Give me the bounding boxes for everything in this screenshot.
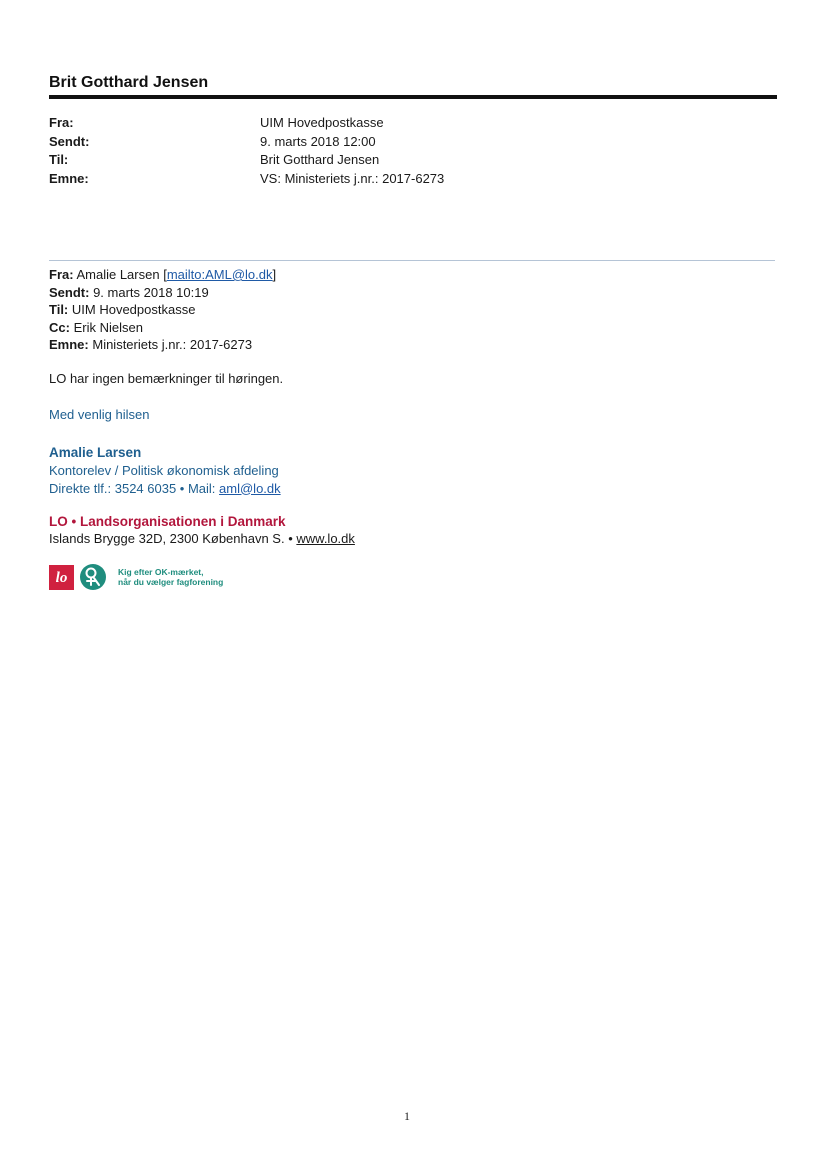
fwd-sent-value: 9. marts 2018 10:19 (93, 284, 209, 300)
fwd-subject-label: Emne: (49, 337, 89, 352)
organization-address (49, 531, 355, 546)
outer-from-label: Fra: (49, 115, 74, 130)
outer-from-value: UIM Hovedpostkasse (260, 115, 384, 130)
fwd-from-label: Fra: (49, 267, 74, 282)
signature-details (49, 462, 281, 497)
message-body: LO har ingen bemærkninger til høringen. (49, 371, 284, 386)
outer-subject-row (49, 170, 444, 189)
fwd-mailto-link[interactable]: mailto:AML@lo.dk (166, 267, 273, 282)
fwd-sent-line (49, 284, 276, 302)
svg-text:lo: lo (55, 569, 68, 586)
signature-title: Kontorelev / Politisk økonomisk afdeling (49, 463, 279, 478)
lo-logo-icon (49, 565, 74, 590)
outer-subject-value: VS: Ministeriets j.nr.: 2017-6273 (260, 170, 445, 186)
page-number: 1 (404, 1109, 410, 1123)
fwd-to-value: UIM Hovedpostkasse (71, 302, 196, 317)
greeting: Med venlig hilsen (49, 407, 150, 422)
outer-to-label: Til: (49, 152, 69, 167)
outer-sent-value: 9. marts 2018 12:00 (260, 133, 376, 149)
logo-row (49, 564, 223, 590)
recipient-name: Brit Gotthard Jensen (49, 74, 209, 91)
outer-to-value: Brit Gotthard Jensen (260, 152, 380, 167)
ok-tagline-line-1: Kig efter OK-mærket, (118, 567, 204, 577)
forward-divider (49, 260, 775, 261)
fwd-subject-line (49, 336, 276, 354)
header-rule (49, 95, 777, 99)
fwd-from-line (49, 266, 276, 284)
fwd-from-value: Amalie Larsen (76, 267, 160, 282)
outer-to-row (49, 151, 444, 170)
ok-tagline (118, 567, 223, 587)
fwd-sent-label: Sendt: (49, 284, 90, 300)
fwd-cc-label: Cc: (49, 319, 70, 335)
ok-tagline-line-2: når du vælger fagforening (118, 577, 224, 587)
organization-name: LO • Landsorganisationen i Danmark (49, 514, 286, 529)
fwd-to-line (49, 301, 276, 319)
forwarded-header (49, 266, 276, 354)
outer-subject-label: Emne: (49, 170, 89, 186)
signature-name: Amalie Larsen (49, 445, 142, 460)
fwd-bracket-open: [ (163, 267, 167, 282)
outer-sent-label: Sendt: (49, 133, 90, 149)
fwd-subject-value: Ministeriets j.nr.: 2017-6273 (92, 337, 253, 352)
fwd-cc-value: Erik Nielsen (73, 319, 143, 335)
website-link[interactable]: www.lo.dk (296, 531, 355, 546)
outer-sent-row (49, 133, 444, 152)
signature-phone: Direkte tlf.: 3524 6035 • Mail: (49, 480, 220, 496)
ok-mark-icon (80, 564, 106, 590)
address-text: Islands Brygge 32D, 2300 København S. • (49, 531, 297, 546)
signature-email-link[interactable]: aml@lo.dk (219, 480, 281, 496)
fwd-cc-line (49, 319, 276, 337)
outer-from-row (49, 114, 444, 133)
fwd-bracket-close: ] (272, 267, 277, 282)
fwd-to-label: Til: (49, 302, 69, 317)
outer-email-header (49, 114, 444, 188)
signature-contact (49, 480, 281, 498)
